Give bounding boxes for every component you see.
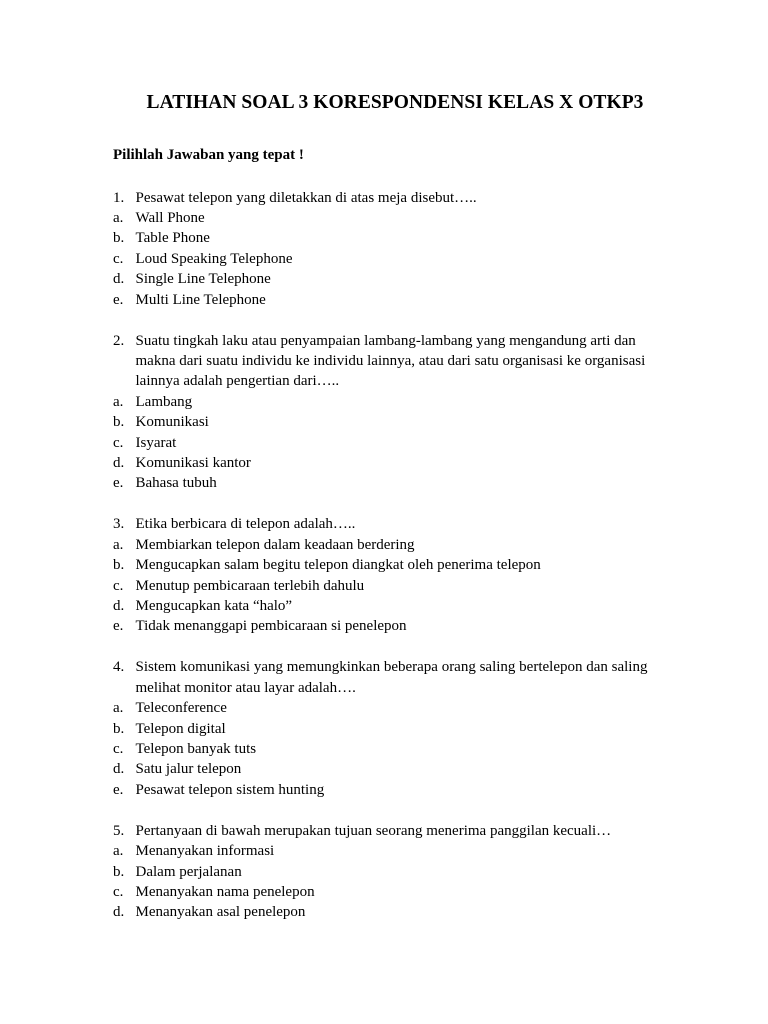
option-letter: a. bbox=[113, 700, 124, 717]
question-3 bbox=[113, 514, 673, 636]
option-text: Wall Phone bbox=[135, 209, 205, 226]
option-letter: c. bbox=[113, 884, 124, 901]
option-text: Single Line Telephone bbox=[135, 271, 271, 288]
answer-option bbox=[113, 249, 673, 269]
answer-option bbox=[113, 780, 673, 800]
answer-option bbox=[113, 208, 673, 228]
option-text: Table Phone bbox=[135, 230, 210, 247]
option-text: Bahasa tubuh bbox=[135, 475, 217, 492]
option-text: Loud Speaking Telephone bbox=[135, 250, 293, 267]
option-letter: e. bbox=[113, 291, 124, 308]
option-letter: e. bbox=[113, 475, 124, 492]
option-text: Menanyakan nama penelepon bbox=[135, 884, 315, 901]
question-text-line: melihat monitor atau layar adalah…. bbox=[135, 679, 356, 696]
question-1 bbox=[113, 188, 673, 310]
answer-option bbox=[113, 555, 673, 575]
option-letter: a. bbox=[113, 536, 124, 553]
question-stem bbox=[113, 657, 673, 698]
option-letter: b. bbox=[113, 230, 125, 247]
option-letter: c. bbox=[113, 577, 124, 594]
option-text: Multi Line Telephone bbox=[135, 291, 266, 308]
question-stem bbox=[113, 514, 673, 534]
answer-option bbox=[113, 759, 673, 779]
answer-option bbox=[113, 902, 673, 922]
option-letter: e. bbox=[113, 618, 124, 635]
question-stem bbox=[113, 821, 673, 841]
answer-option bbox=[113, 698, 673, 718]
answer-option bbox=[113, 862, 673, 882]
option-text: Telepon banyak tuts bbox=[135, 741, 257, 758]
option-letter: d. bbox=[113, 904, 125, 921]
option-letter: d. bbox=[113, 271, 125, 288]
question-text-line: makna dari suatu individu ke individu lainnya, atau dari satu organisasi ke organisasi bbox=[135, 352, 646, 369]
question-text-line: Pesawat telepon yang diletakkan di atas meja disebut….. bbox=[135, 189, 477, 206]
question-stem bbox=[113, 331, 673, 392]
option-text: Menanyakan asal penelepon bbox=[135, 904, 306, 921]
answer-option bbox=[113, 228, 673, 248]
option-letter: b. bbox=[113, 863, 125, 880]
option-letter: c. bbox=[113, 434, 124, 451]
question-stem bbox=[113, 188, 673, 208]
option-text: Menanyakan informasi bbox=[135, 843, 275, 860]
question-5 bbox=[113, 821, 673, 923]
answer-option bbox=[113, 473, 673, 493]
option-text: Komunikasi kantor bbox=[135, 454, 251, 471]
option-letter: a. bbox=[113, 843, 124, 860]
option-text: Telepon digital bbox=[135, 720, 226, 737]
option-letter: a. bbox=[113, 209, 124, 226]
answer-option bbox=[113, 596, 673, 616]
option-text: Teleconference bbox=[135, 700, 227, 717]
question-text-line: Etika berbicara di telepon adalah….. bbox=[135, 516, 356, 533]
option-letter: b. bbox=[113, 557, 125, 574]
answer-option bbox=[113, 841, 673, 861]
question-text-line: lainnya adalah pengertian dari….. bbox=[135, 373, 340, 390]
option-text: Satu jalur telepon bbox=[135, 761, 242, 778]
option-text: Mengucapkan kata “halo” bbox=[135, 598, 293, 614]
answer-option bbox=[113, 739, 673, 759]
document-title: LATIHAN SOAL 3 KORESPONDENSI KELAS X OTKP3 bbox=[146, 92, 644, 113]
question-number: 1. bbox=[113, 189, 125, 206]
answer-option bbox=[113, 453, 673, 473]
answer-option bbox=[113, 269, 673, 289]
option-text: Mengucapkan salam begitu telepon diangkat oleh penerima telepon bbox=[135, 557, 541, 574]
question-list bbox=[113, 188, 673, 944]
option-text: Lambang bbox=[135, 393, 193, 410]
option-letter: d. bbox=[113, 454, 125, 471]
answer-option bbox=[113, 535, 673, 555]
option-text: Isyarat bbox=[135, 434, 177, 451]
option-letter: c. bbox=[113, 250, 124, 267]
answer-option bbox=[113, 392, 673, 412]
option-text: Komunikasi bbox=[135, 414, 209, 431]
option-text: Membiarkan telepon dalam keadaan berdering bbox=[135, 536, 415, 553]
question-text-line: Pertanyaan di bawah merupakan tujuan seorang menerima panggilan kecuali… bbox=[135, 822, 612, 839]
option-letter: a. bbox=[113, 393, 124, 410]
question-number: 5. bbox=[113, 822, 125, 839]
answer-option bbox=[113, 433, 673, 453]
option-text: Pesawat telepon sistem hunting bbox=[135, 781, 325, 798]
option-letter: d. bbox=[113, 598, 125, 614]
answer-option bbox=[113, 412, 673, 432]
question-text-line: Sistem komunikasi yang memungkinkan beberapa orang saling bertelepon dan saling bbox=[135, 659, 648, 676]
option-letter: c. bbox=[113, 741, 124, 758]
question-2 bbox=[113, 331, 673, 494]
option-text: Menutup pembicaraan terlebih dahulu bbox=[135, 577, 365, 594]
question-number: 4. bbox=[113, 659, 125, 676]
option-letter: b. bbox=[113, 720, 125, 737]
answer-option bbox=[113, 616, 673, 636]
question-4 bbox=[113, 657, 673, 800]
answer-option bbox=[113, 882, 673, 902]
question-number: 2. bbox=[113, 332, 125, 349]
option-letter: b. bbox=[113, 414, 125, 431]
option-text: Tidak menanggapi pembicaraan si penelepon bbox=[135, 618, 407, 635]
option-text: Dalam perjalanan bbox=[135, 863, 242, 880]
answer-option bbox=[113, 576, 673, 596]
answer-option bbox=[113, 719, 673, 739]
option-letter: e. bbox=[113, 781, 124, 798]
question-number: 3. bbox=[113, 516, 125, 533]
question-text-line: Suatu tingkah laku atau penyampaian lambang-lambang yang mengandung arti dan bbox=[135, 332, 636, 349]
instruction-text: Pilihlah Jawaban yang tepat ! bbox=[113, 147, 304, 163]
option-letter: d. bbox=[113, 761, 125, 778]
answer-option bbox=[113, 290, 673, 310]
